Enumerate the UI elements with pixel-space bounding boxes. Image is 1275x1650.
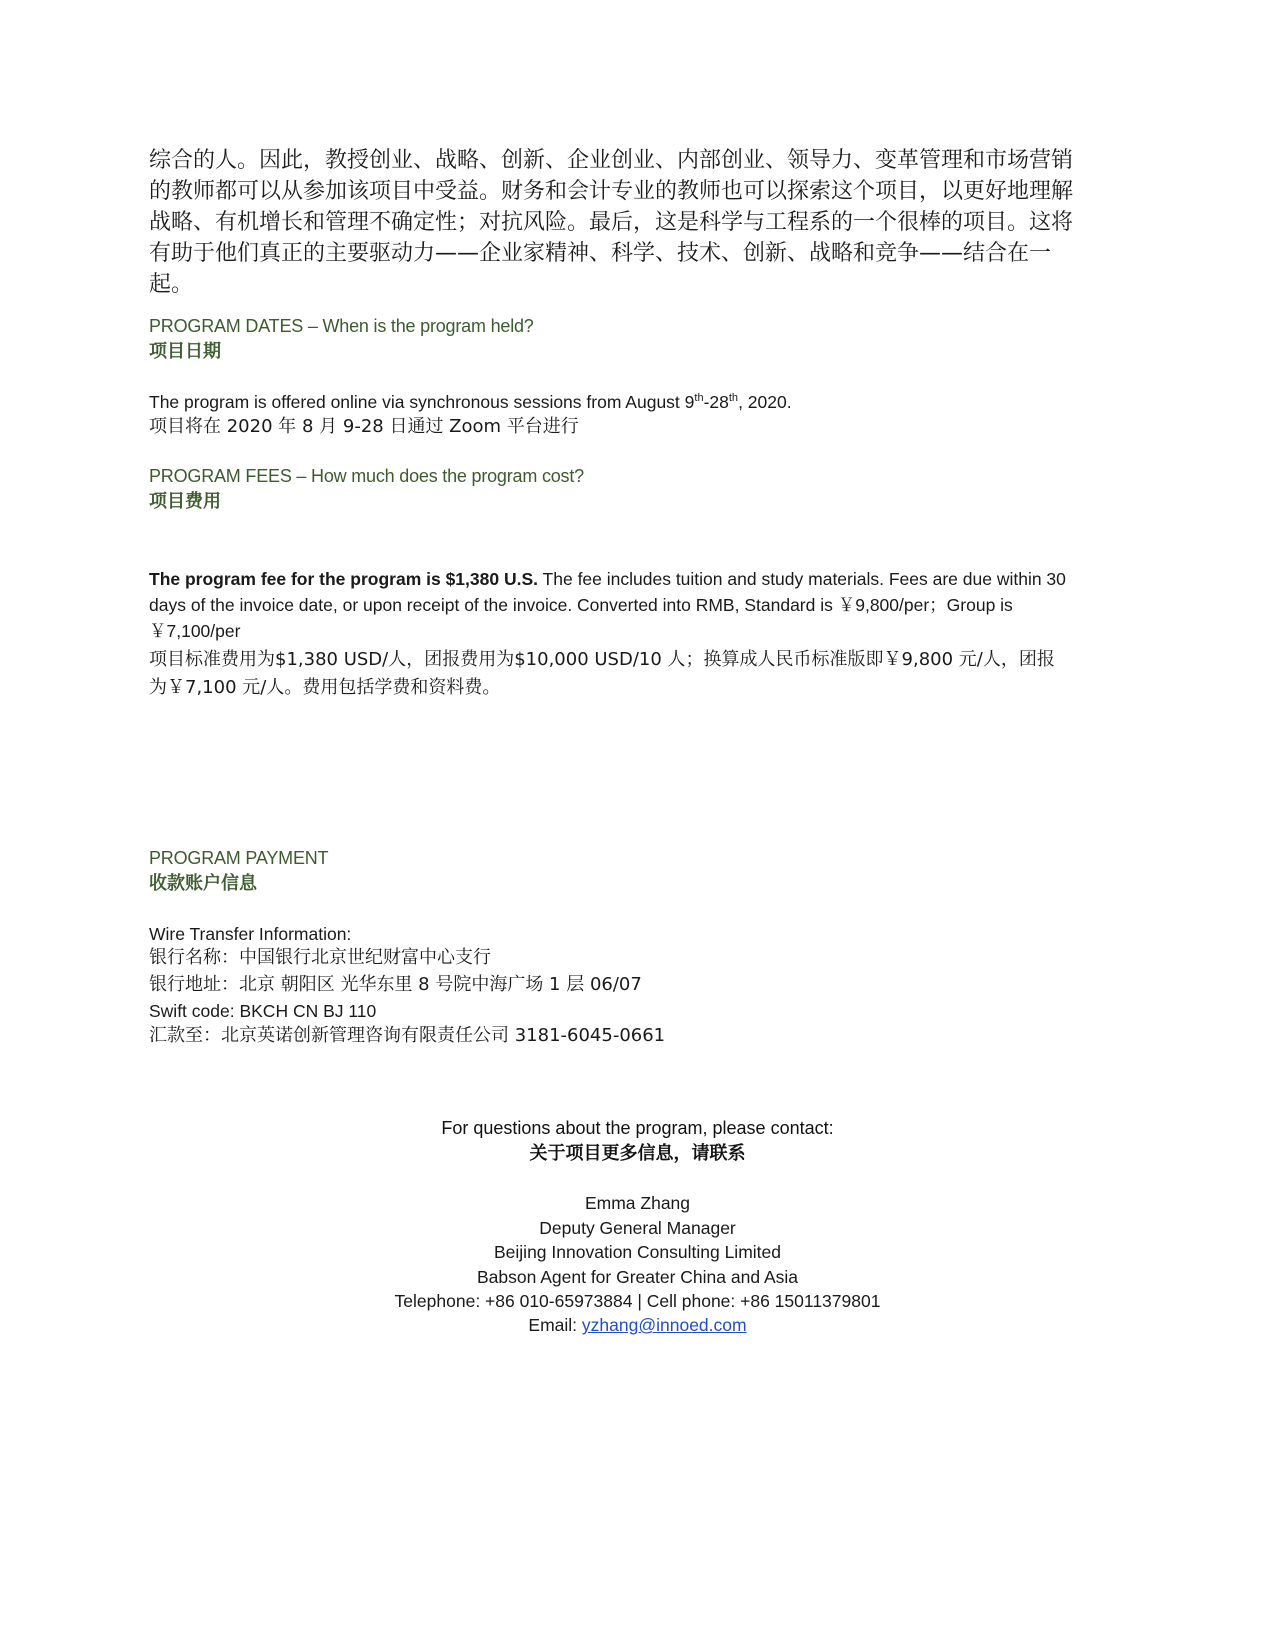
dates-text-mid: -28: [703, 392, 729, 412]
contact-email-line: [200, 1313, 1075, 1338]
dates-text-prefix: The program is offered online via synchronous sessions from August 9: [149, 392, 695, 412]
dates-heading-zh: 项目日期: [149, 341, 221, 362]
dates-text: [149, 389, 1129, 415]
fees-zh-line-1: 项目标准费用为$1,380 USD/人，团报费用为$10,000 USD/10 人；换算成人民币标准版即￥9,800 元/人，团报: [149, 649, 1055, 670]
fees-bold-statement: The program fee for the program is $1,380 U.S.: [149, 569, 538, 589]
contact-name: Emma Zhang: [584, 1193, 691, 1213]
dates-text-suffix: , 2020.: [738, 392, 792, 412]
contact-role: Babson Agent for Greater China and Asia: [476, 1267, 799, 1287]
contact-heading-zh: 关于项目更多信息，请联系: [529, 1143, 746, 1164]
dates-heading: PROGRAM DATES – When is the program held?: [149, 316, 534, 336]
dates-sup-1: th: [694, 392, 704, 405]
intro-line: 的教师都可以从参加该项目中受益。财务和会计专业的教师也可以探索这个项目，以更好地理解: [149, 179, 1074, 204]
fees-line-3: ￥7,100/per: [149, 621, 241, 641]
fees-zh-line-2: 为￥7,100 元/人。费用包括学费和资料费。: [149, 677, 501, 698]
intro-line: 战略、有机增长和管理不确定性；对抗风险。最后，这是科学与工程系的一个很棒的项目。这将: [149, 210, 1074, 235]
fees-heading-zh: 项目费用: [149, 491, 221, 512]
email-link[interactable]: yzhang@innoed.com: [581, 1315, 747, 1335]
wire-transfer-label: Wire Transfer Information:: [149, 924, 352, 944]
swift-code: Swift code: BKCH CN BJ 110: [149, 1001, 377, 1021]
fees-line-1: [149, 566, 1134, 592]
contact-title: Deputy General Manager: [539, 1218, 736, 1238]
remit-to: 汇款至：北京英诺创新管理咨询有限责任公司 3181-6045-0661: [149, 1025, 666, 1046]
contact-company: Beijing Innovation Consulting Limited: [494, 1242, 781, 1262]
contact-phones: Telephone: +86 010-65973884 | Cell phone: +86 15011379801: [394, 1291, 881, 1311]
bank-name: 银行名称：中国银行北京世纪财富中心支行: [149, 947, 491, 968]
dates-text-zh: 项目将在 2020 年 8 月 9-28 日通过 Zoom 平台进行: [149, 416, 579, 437]
intro-paragraph: [149, 145, 1109, 300]
email-label: Email:: [528, 1315, 582, 1335]
bank-address: 银行地址：北京 朝阳区 光华东里 8 号院中海广场 1 层 06/07: [149, 974, 642, 995]
fees-paragraph: [149, 566, 1134, 702]
fees-line-1-rest: The fee includes tuition and study materials. Fees are due within 30: [538, 569, 1066, 589]
contact-heading: For questions about the program, please contact:: [441, 1118, 834, 1138]
fees-heading: PROGRAM FEES – How much does the program cost?: [149, 466, 584, 486]
dates-sup-2: th: [728, 392, 739, 405]
payment-heading-zh: 收款账户信息: [149, 873, 257, 894]
payment-heading: PROGRAM PAYMENT: [149, 848, 329, 868]
intro-line: 综合的人。因此，教授创业、战略、创新、企业创业、内部创业、领导力、变革管理和市场营销: [149, 148, 1074, 173]
intro-line: 起。: [149, 272, 194, 297]
fees-line-2: days of the invoice date, or upon receipt of the invoice. Converted into RMB, Standard is ￥9,800/per；Group is: [149, 595, 1013, 615]
intro-line: 有助于他们真正的主要驱动力——企业家精神、科学、技术、创新、战略和竞争——结合在一: [149, 241, 1052, 266]
